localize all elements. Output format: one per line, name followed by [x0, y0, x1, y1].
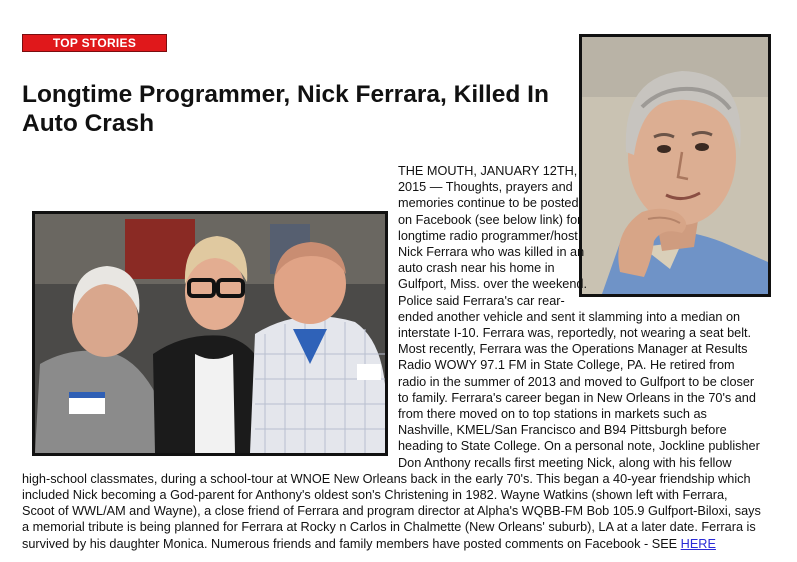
article-headline: Longtime Programmer, Nick Ferrara, Killed In Auto Crash — [22, 81, 549, 137]
facebook-link[interactable]: HERE — [680, 536, 716, 551]
portrait-wrap-space — [587, 163, 762, 303]
article-body — [22, 163, 762, 552]
top-stories-badge[interactable]: TOP STORIES — [22, 34, 167, 52]
article-text: THE MOUTH, JANUARY 12TH, 2015 — Thoughts, prayers and memories continue to be posted on Facebook (see below link) for longtime radio programmer/host Nick Ferrara who was killed in an auto crash near his home in Gulfport, Miss. over the weekend. Police said Ferrara's car rear-ended another vehicle and sent it slamming into a median on interstate I-10. Ferrara was, reportedly, not wearing a seat belt. Most recently, Ferrara was the Operations Manager at Results Radio WOWY 97.1 FM in State College, PA. He retired from radio in the summer of 2013 and moved to Gulfport to be closer to family. Ferrara's career began in New Orleans in the 70's and from there moved on to top stations in markets such as Nashville, KMEL/San Francisco and B94 Pittsburgh before heading to State College. On a personal note, Jockline publisher Don Anthony recalls first meeting Nick, along with his fellow high-school classmates, during a school-tour at WNOE New Orleans back in the early 70's. This began a 40-year friendship which included Nick becoming a God-parent for Anthony's oldest son's Christening in 1982. Wayne Watkins (shown left with Ferrara, Scoot of WWL/AM and Wayne), a close friend of Ferrara and program director at Alpha's WQBB-FM Bob 105.9 Gulfport-Biloxi, says a memorial tribute is being planned for Ferrara at Rocky n Carlos in Chalmette (New Orleans' suburb), LA at a later date. Ferrara is survived by his daughter Monica. Numerous friends and family members have posted comments on Facebook - SEE — [22, 164, 761, 551]
group-photo — [32, 211, 388, 456]
